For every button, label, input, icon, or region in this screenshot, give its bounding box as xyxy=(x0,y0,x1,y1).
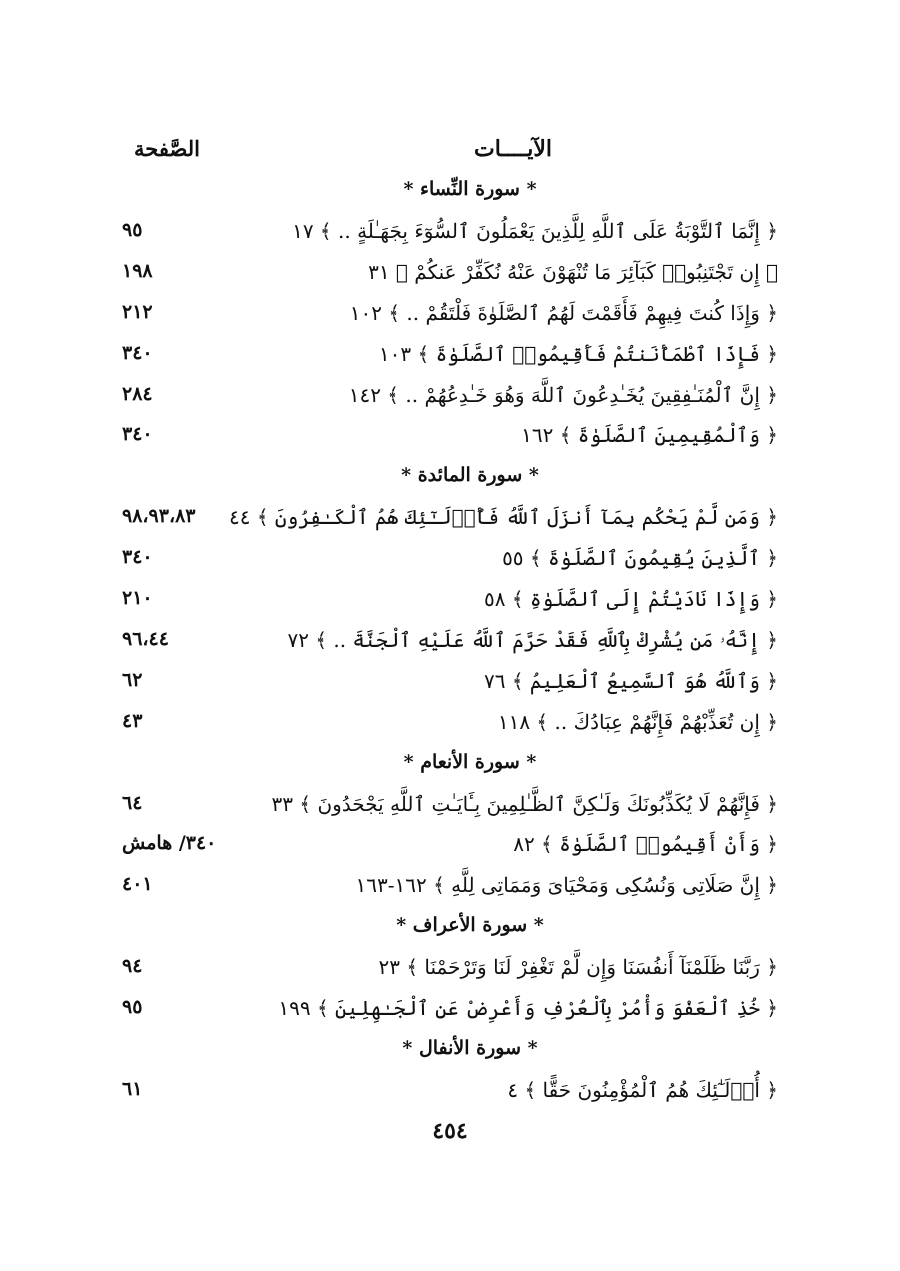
verse-text: ﴿ إِن تَجْتَنِبُوا۟ كَبَآئِرَ مَا تُنْهَوْنَ عَنْهُ نُكَفِّرْ عَنكُمْ ﴾ ٣١ xyxy=(368,259,778,284)
page-reference: ٣٤٠ xyxy=(122,546,153,569)
verse-text: ﴿ إِنَّ ٱلْمُنَـٰفِقِينَ يُخَـٰدِعُونَ ٱللَّهَ وَهُوَ خَـٰدِعُهُمْ .. ﴾ ١٤٢ xyxy=(348,382,778,407)
verse-row xyxy=(0,792,900,828)
verse-row xyxy=(0,832,900,868)
verse-text: ﴿ فَإِنَّهُمْ لَا يُكَذِّبُونَكَ وَلَـٰكِنَّ ٱلظَّـٰلِمِينَ بِـَٔايَـٰتِ ٱللَّهِ يَجْحَدُونَ ﴾ ٣٣ xyxy=(271,791,778,816)
verse-row xyxy=(0,1078,900,1114)
verse-row xyxy=(0,996,900,1032)
verse-text: ﴿ وَأَنْ أَقِيمُوا۟ ٱلصَّلَوٰةَ ﴾ ٨٢ xyxy=(513,832,778,857)
verse-row xyxy=(0,301,900,337)
verse-row xyxy=(0,260,900,296)
verse-text: ﴿ إِنَّ صَلَاتِى وَنُسُكِى وَمَحْيَاىَ وَمَمَاتِى لِلَّهِ ﴾ ١٦٢-١٦٣ xyxy=(355,873,778,898)
verse-text: ﴿ إِن تُعَذِّبْهُمْ فَإِنَّهُمْ عِبَادُكَ .. ﴾ ١١٨ xyxy=(497,709,778,734)
page-reference: ٣٤٠ xyxy=(122,423,153,446)
verse-text: ﴿ إِنَّهُۥ مَن يُشْرِكْ بِٱللَّهِ فَقَدْ حَرَّمَ ٱللَّهُ عَلَيْهِ ٱلْجَنَّةَ .. ﴾ ٧٢ xyxy=(287,627,778,652)
verse-row xyxy=(0,873,900,909)
page-reference: ٢١٢ xyxy=(122,300,153,323)
page-reference: ٩٥ xyxy=(122,218,143,241)
surah-heading: * سورة الأعراف * xyxy=(396,914,544,937)
verse-text: ﴿ رَبَّنَا ظَلَمْنَآ أَنفُسَنَا وَإِن لَّمْ تَغْفِرْ لَنَا وَتَرْحَمْنَا ﴾ ٢٣ xyxy=(378,955,778,980)
table-header xyxy=(0,136,900,170)
verse-text: ﴿ أُو۟لَـٰٓئِكَ هُمُ ٱلْمُؤْمِنُونَ حَقًّا ﴾ ٤ xyxy=(507,1077,778,1102)
verse-row xyxy=(0,628,900,664)
verse-text: ﴿ فَإِذَا ٱطْمَأْنَنتُمْ فَأَقِيمُوا۟ ٱلصَّلَوٰةَ ﴾ ١٠٣ xyxy=(378,341,778,366)
verse-row xyxy=(0,546,900,582)
page-number: ٤٥٤ xyxy=(432,1118,468,1144)
page-reference: ٦١ xyxy=(122,1077,143,1100)
verse-text: ﴿ وَإِذَا نَادَيْتُمْ إِلَى ٱلصَّلَوٰةِ ﴾ ٥٨ xyxy=(483,587,778,611)
verse-text: ﴿ ٱلَّذِينَ يُقِيمُونَ ٱلصَّلَوٰةَ ﴾ ٥٥ xyxy=(502,546,778,571)
verse-text: ﴿ خُذِ ٱلْعَفْوَ وَأْمُرْ بِٱلْعُرْفِ وَأَعْرِضْ عَنِ ٱلْجَـٰهِلِينَ ﴾ ١٩٩ xyxy=(278,996,778,1020)
page-reference: ٩٦،٤٤ xyxy=(122,627,169,650)
page-reference: ١٩٨ xyxy=(122,259,153,282)
surah-heading-row xyxy=(0,1037,900,1073)
page-reference: ٩٨،٩٣،٨٣ xyxy=(122,505,196,528)
surah-heading-row xyxy=(0,751,900,787)
surah-heading: * سورة النِّساء * xyxy=(403,178,537,200)
verse-row xyxy=(0,587,900,623)
page-reference: ٩٤ xyxy=(122,955,143,978)
page-reference: ٢٨٤ xyxy=(122,382,153,405)
verse-row xyxy=(0,505,900,541)
surah-heading: * سورة الأنعام * xyxy=(403,750,537,773)
verse-row xyxy=(0,342,900,378)
surah-heading: * سورة الأنفال * xyxy=(402,1036,538,1059)
surah-heading-row xyxy=(0,914,900,950)
verse-row xyxy=(0,710,900,746)
page-reference: ٣٤٠/ هامش xyxy=(122,832,217,855)
verse-text: ﴿ وَٱلْمُقِيمِينَ ٱلصَّلَوٰةَ ﴾ ١٦٢ xyxy=(521,423,778,448)
verses-column-heading: الآيــــات xyxy=(474,136,552,162)
surah-heading: * سورة المائدة * xyxy=(401,464,539,487)
verse-text: ﴿ وَإِذَا كُنتَ فِيهِمْ فَأَقَمْتَ لَهُمُ ٱلصَّلَوٰةَ فَلْتَقُمْ .. ﴾ ١٠٢ xyxy=(349,300,778,325)
page-reference: ٦٢ xyxy=(122,668,143,691)
verse-row xyxy=(0,423,900,459)
verse-row xyxy=(0,383,900,419)
verse-row xyxy=(0,669,900,705)
page-reference: ٩٥ xyxy=(122,996,143,1018)
page-reference: ٦٤ xyxy=(122,791,143,814)
page-reference: ٤٠١ xyxy=(122,873,153,896)
verse-row xyxy=(0,955,900,991)
page-reference: ٤٣ xyxy=(122,709,143,732)
verse-text: ﴿ إِنَّمَا ٱلتَّوْبَةُ عَلَى ٱللَّهِ لِلَّذِينَ يَعْمَلُونَ ٱلسُّوٓءَ بِجَهَـٰلَةٍ .. ﴾ ١٧ xyxy=(292,218,778,243)
surah-heading-row xyxy=(0,464,900,500)
page-reference: ٣٤٠ xyxy=(122,341,153,364)
verse-text: ﴿ وَٱللَّهُ هُوَ ٱلسَّمِيعُ ٱلْعَلِيمُ ﴾ ٧٦ xyxy=(483,668,778,693)
surah-heading-row xyxy=(0,178,900,214)
verse-row xyxy=(0,219,900,255)
page-reference: ٢١٠ xyxy=(122,587,153,609)
verse-text: ﴿ وَمَن لَّمْ يَحْكُم بِمَآ أَنزَلَ ٱللَّهُ فَأُو۟لَـٰٓئِكَ هُمُ ٱلْكَـٰفِرُونَ ﴾ ٤٤ xyxy=(228,505,778,530)
page-column-heading: الصَّفحة xyxy=(134,136,200,161)
